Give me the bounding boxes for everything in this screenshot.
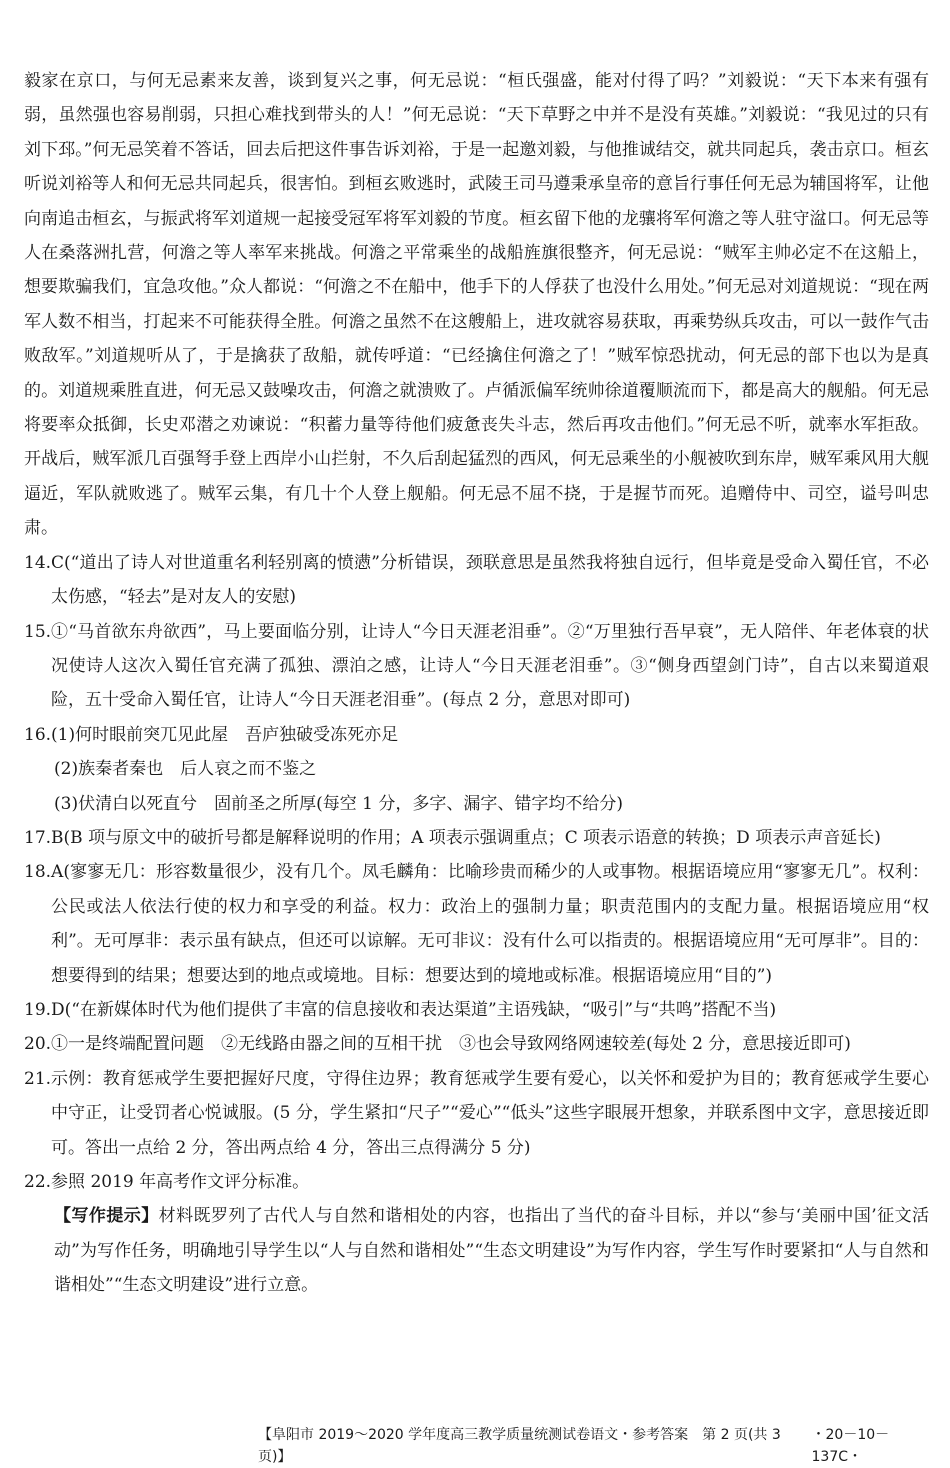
answer-item-16-line-2: (2)族秦者秦也 后人哀之而不鉴之 [54, 759, 317, 780]
item-text: ①一是终端配置问题 ②无线路由器之间的互相干扰 ③也会导致网络网速较差(每处 2 分，意思接近即可) [51, 1034, 851, 1055]
item-number: 22. [24, 1172, 52, 1192]
answer-item-21 [24, 1062, 929, 1165]
answer-item-18 [24, 855, 929, 993]
item-text: (1)何时眼前突兀见此屋 吾庐独破受冻死亦足 [51, 724, 399, 745]
item-text: 参照 2019 年高考作文评分标准。 [51, 1172, 310, 1192]
item-number: 15. [24, 621, 52, 642]
answer-item-14 [24, 546, 929, 615]
footer-code: ・20－10－137C・ [811, 1427, 890, 1465]
footer-title: 【阜阳市 2019～2020 学年度高三教学质量统测试卷语文・参考答案 第 2 页(共 3 页)】 [258, 1427, 781, 1465]
answer-item-20 [24, 1027, 929, 1061]
item-number: 17. [24, 827, 52, 848]
item-number: 14. [24, 552, 52, 573]
writing-tip-text: 材料既罗列了古代人与自然和谐相处的内容，也指出了当代的奋斗目标，并以“参与‘美丽中国’征文活动”为写作任务，明确地引导学生以“人与自然和谐相处”“生态文明建设”为写作内容，学生写作时要紧扣“人与自然和谐相处”“生态文明建设”进行立意。 [54, 1206, 930, 1296]
writing-tip [24, 1199, 929, 1302]
page-content [24, 64, 929, 1303]
page-footer [258, 1424, 938, 1468]
item-number: 21. [24, 1068, 52, 1089]
item-text: B(B 项与原文中的破折号都是解释说明的作用；A 项表示强调重点；C 项表示语意的转换；D 项表示声音延长) [51, 827, 881, 848]
item-number: 19. [24, 999, 52, 1020]
answer-item-17 [24, 821, 929, 855]
item-text: A(寥寥无几：形容数量很少，没有几个。凤毛麟角：比喻珍贵而稀少的人或事物。根据语境应用“寥寥无几”。权利：公民或法人依法行使的权力和享受的利益。权力：政治上的强制力量；职责范围内的支配力量。根据语境应用“权利”。无可厚非：表示虽有缺点，但还可以谅解。无可非议：没有什么可以指责的。根据语境应用“无可厚非”。目的：想要得到的结果；想要达到的地点或境地。目标：想要达到的境地或标准。根据语境应用“目的”) [51, 862, 929, 986]
answer-item-15 [24, 615, 929, 718]
answer-item-16 [24, 718, 929, 752]
translation-paragraph: 毅家在京口，与何无忌素来友善，谈到复兴之事，何无忌说：“桓氏强盛，能对付得了吗？”刘毅说：“天下本来有强有弱，虽然强也容易削弱，只担心难找到带头的人！”何无忌说：“天下草野之中并不是没有英雄。”刘毅说：“我见过的只有刘下邳。”何无忌笑着不答话，回去后把这件事告诉刘裕，于是一起邀刘毅，与他推诚结交，就共同起兵，袭击京口。桓玄听说刘裕等人和何无忌共同起兵，很害怕。到桓玄败逃时，武陵王司马遵秉承皇帝的意旨行事任何无忌为辅国将军，让他向南追击桓玄，与振武将军刘道规一起接受冠军将军刘毅的节度。桓玄留下他的龙骧将军何澹之等人驻守湓口。何无忌等人在桑落洲扎营，何澹之等人率军来挑战。何澹之平常乘坐的战船旌旗很整齐，何无忌说：“贼军主帅必定不在这船上，想要欺骗我们，宜急攻他。”众人都说：“何澹之不在船中，他手下的人俘获了也没什么用处。”何无忌对刘道规说：“现在两军人数不相当，打起来不可能获得全胜。何澹之虽然不在这艘船上，进攻就容易获取，再乘势纵兵攻击，可以一鼓作气击败敌军。”刘道规听从了，于是擒获了敌船，就传呼道：“已经擒住何澹之了！”贼军惊恐扰动，何无忌的部下也以为是真的。刘道规乘胜直进，何无忌又鼓噪攻击，何澹之就溃败了。卢循派偏军统帅徐道覆顺流而下，都是高大的舰船。何无忌将要率众抵御，长史邓潜之劝谏说：“积蓄力量等待他们疲惫丧失斗志，然后再攻击他们。”何无忌不听，就率水军拒敌。开战后，贼军派几百强弩手登上西岸小山拦射，不久后刮起猛烈的西风，何无忌乘坐的小舰被吹到东岸，贼军乘风用大舰逼近，军队就败逃了。贼军云集，有几十个人登上舰船。何无忌不屈不挠，于是握节而死。追赠侍中、司空，谥号叫忠肃。 [24, 71, 929, 539]
item-text: C(“道出了诗人对世道重名利轻别离的愤懑”分析错误，颈联意思是虽然我将独自远行，但毕竟是受命入蜀任官，不必太伤感，“轻去”是对友人的安慰) [51, 552, 929, 608]
item-number: 20. [24, 1034, 52, 1055]
item-number: 18. [24, 862, 52, 883]
item-text: D(“在新媒体时代为他们提供了丰富的信息接收和表达渠道”主语残缺，“吸引”与“共鸣”搭配不当) [51, 999, 777, 1020]
item-number: 16. [24, 724, 52, 745]
item-text: 示例：教育惩戒学生要把握好尺度，守得住边界；教育惩戒学生要有爱心，以关怀和爱护为目的；教育惩戒学生要心中守正，让受罚者心悦诚服。(5 分，学生紧扣“尺子”“爱心”“低头”这些字眼展开想象，并联系图中文字，意思接近即可。答出一点给 2 分，答出两点给 4 分，答出三点得满分 5 分) [51, 1068, 929, 1158]
item-text: ①“马首欲东舟欲西”，马上要面临分别，让诗人“今日天涯老泪垂”。②“万里独行吾早衰”，无人陪伴、年老体衰的状况使诗人这次入蜀任官充满了孤独、漂泊之感，让诗人“今日天涯老泪垂”。③“侧身西望剑门诗”，自古以来蜀道艰险，五十受命入蜀任官，让诗人“今日天涯老泪垂”。(每点 2 分，意思对即可) [51, 621, 929, 711]
answer-item-22 [24, 1165, 929, 1199]
answer-item-16-line-3: (3)伏清白以死直兮 固前圣之所厚(每空 1 分，多字、漏字、错字均不给分) [54, 793, 623, 814]
answer-item-19 [24, 993, 929, 1027]
writing-tip-label: 【写作提示】 [54, 1206, 159, 1227]
